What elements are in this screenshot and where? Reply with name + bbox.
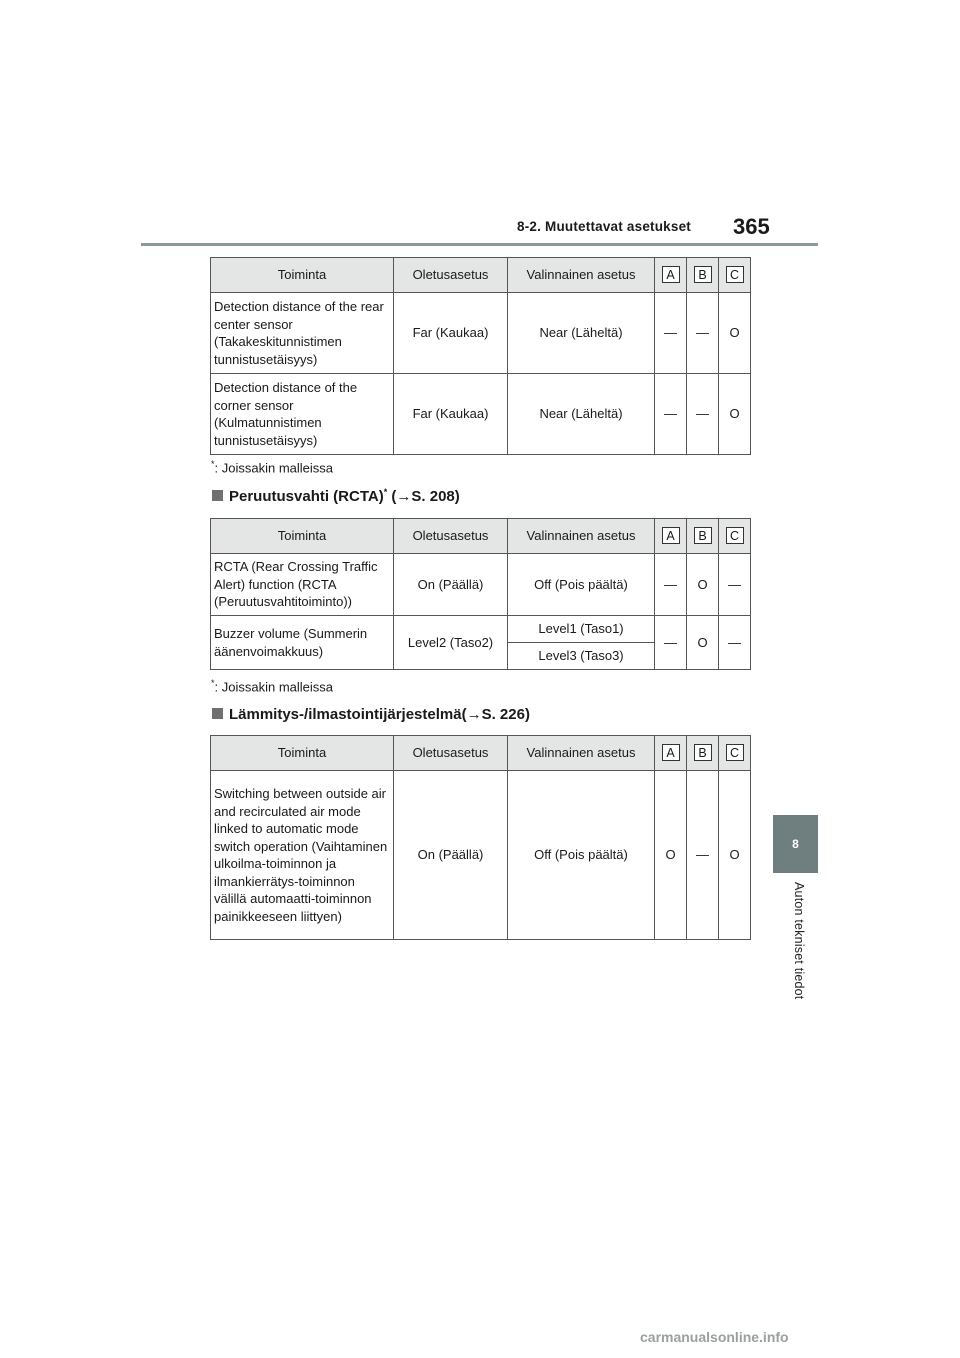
col-b: [687, 258, 719, 293]
square-bullet-icon: [212, 490, 223, 501]
row-function: Detection distance of the rear center sensor (Takakeskitunnistimen tunnistusetäisyys): [211, 293, 394, 374]
col-optional: Valinnainen asetus: [508, 258, 655, 293]
row-optional: Level3 (Taso3): [508, 643, 655, 670]
row-a: O: [655, 771, 687, 940]
row-function: RCTA (Rear Crossing Traffic Alert) function (RCTA (Peruutusvahtitoiminto)): [211, 554, 394, 616]
section-title: 8-2. Muutettavat asetukset: [517, 219, 692, 234]
col-c: [719, 258, 751, 293]
col-c-label: C: [726, 744, 744, 761]
row-function: Detection distance of the corner sensor (Kulmatunnistimen tunnistusetäisyys): [211, 374, 394, 455]
footnote-marker: *: [211, 678, 215, 688]
section-heading-text: Lämmitys-/ilmastointijärjestelmä(→S. 226): [229, 706, 530, 723]
col-b-label: B: [694, 527, 712, 544]
table-header-row: [211, 519, 751, 554]
col-c-label: C: [726, 266, 744, 283]
col-function: Toiminta: [211, 258, 394, 293]
settings-table-rcta: [210, 518, 751, 670]
page-number: 365: [733, 214, 770, 239]
chapter-tab: [773, 815, 818, 873]
footnote-text: : Joissakin malleissa: [214, 460, 334, 476]
col-b: [687, 736, 719, 771]
section-heading-climate: [212, 706, 530, 723]
row-c: O: [719, 771, 751, 940]
col-c-label: C: [726, 527, 744, 544]
col-b-label: B: [694, 744, 712, 761]
watermark: carmanualsonline.info: [640, 1329, 789, 1345]
table-row: [211, 554, 751, 616]
table-row: [211, 616, 751, 643]
col-a: [655, 258, 687, 293]
col-a: [655, 736, 687, 771]
row-a: —: [655, 374, 687, 455]
col-a-label: A: [662, 744, 680, 761]
col-a-label: A: [662, 266, 680, 283]
row-b: —: [687, 293, 719, 374]
header-rule: [141, 243, 818, 246]
row-default: On (Päällä): [394, 554, 508, 616]
table-row: [211, 374, 751, 455]
row-b: —: [687, 374, 719, 455]
section-heading-rcta: [212, 487, 460, 505]
row-c: —: [719, 616, 751, 670]
section-heading-marker: *: [383, 487, 388, 497]
row-b: O: [687, 616, 719, 670]
col-b-label: B: [694, 266, 712, 283]
section-heading-text: Peruutusvahti (RCTA): [229, 488, 384, 505]
chapter-number: 8: [792, 837, 799, 851]
row-function: Buzzer volume (Summerin äänenvoimakkuus): [211, 616, 394, 670]
footnote-text: : Joissakin malleissa: [214, 679, 334, 695]
section-heading-reference: (→S. 208): [387, 488, 460, 505]
row-default: Far (Kaukaa): [394, 374, 508, 455]
row-c: —: [719, 554, 751, 616]
row-default: Level2 (Taso2): [394, 616, 508, 670]
table-header-row: [211, 736, 751, 771]
col-default: Oletusasetus: [394, 258, 508, 293]
row-optional: Level1 (Taso1): [508, 616, 655, 643]
row-optional: Off (Pois päältä): [508, 771, 655, 940]
footnote-marker: *: [211, 459, 215, 469]
row-optional: Off (Pois päältä): [508, 554, 655, 616]
col-function: Toiminta: [211, 519, 394, 554]
row-default: On (Päällä): [394, 771, 508, 940]
col-optional: Valinnainen asetus: [508, 519, 655, 554]
col-c: [719, 519, 751, 554]
row-optional: Near (Läheltä): [508, 293, 655, 374]
col-b: [687, 519, 719, 554]
row-default: Far (Kaukaa): [394, 293, 508, 374]
footnote: [211, 678, 333, 694]
col-function: Toiminta: [211, 736, 394, 771]
row-a: —: [655, 554, 687, 616]
row-a: —: [655, 293, 687, 374]
row-optional: Near (Läheltä): [508, 374, 655, 455]
col-a-label: A: [662, 527, 680, 544]
table-header-row: [211, 258, 751, 293]
col-default: Oletusasetus: [394, 519, 508, 554]
col-optional: Valinnainen asetus: [508, 736, 655, 771]
settings-table-climate: [210, 735, 751, 940]
col-default: Oletusasetus: [394, 736, 508, 771]
row-function: Switching between outside air and recirculated air mode linked to automatic mode switch operation (Vaihtaminen ulkoilma-toiminnon ja ilmankierrätys-toiminnon välillä automaatti-toiminnon painikkeeseen liittyen): [211, 771, 394, 940]
row-b: O: [687, 554, 719, 616]
col-a: [655, 519, 687, 554]
row-c: O: [719, 374, 751, 455]
row-c: O: [719, 293, 751, 374]
settings-table-sensors: [210, 257, 751, 455]
table-row: [211, 293, 751, 374]
col-c: [719, 736, 751, 771]
square-bullet-icon: [212, 708, 223, 719]
chapter-title: Auton tekniset tiedot: [792, 882, 806, 1000]
row-a: —: [655, 616, 687, 670]
table-row: [211, 771, 751, 940]
row-b: —: [687, 771, 719, 940]
footnote: [211, 459, 333, 475]
